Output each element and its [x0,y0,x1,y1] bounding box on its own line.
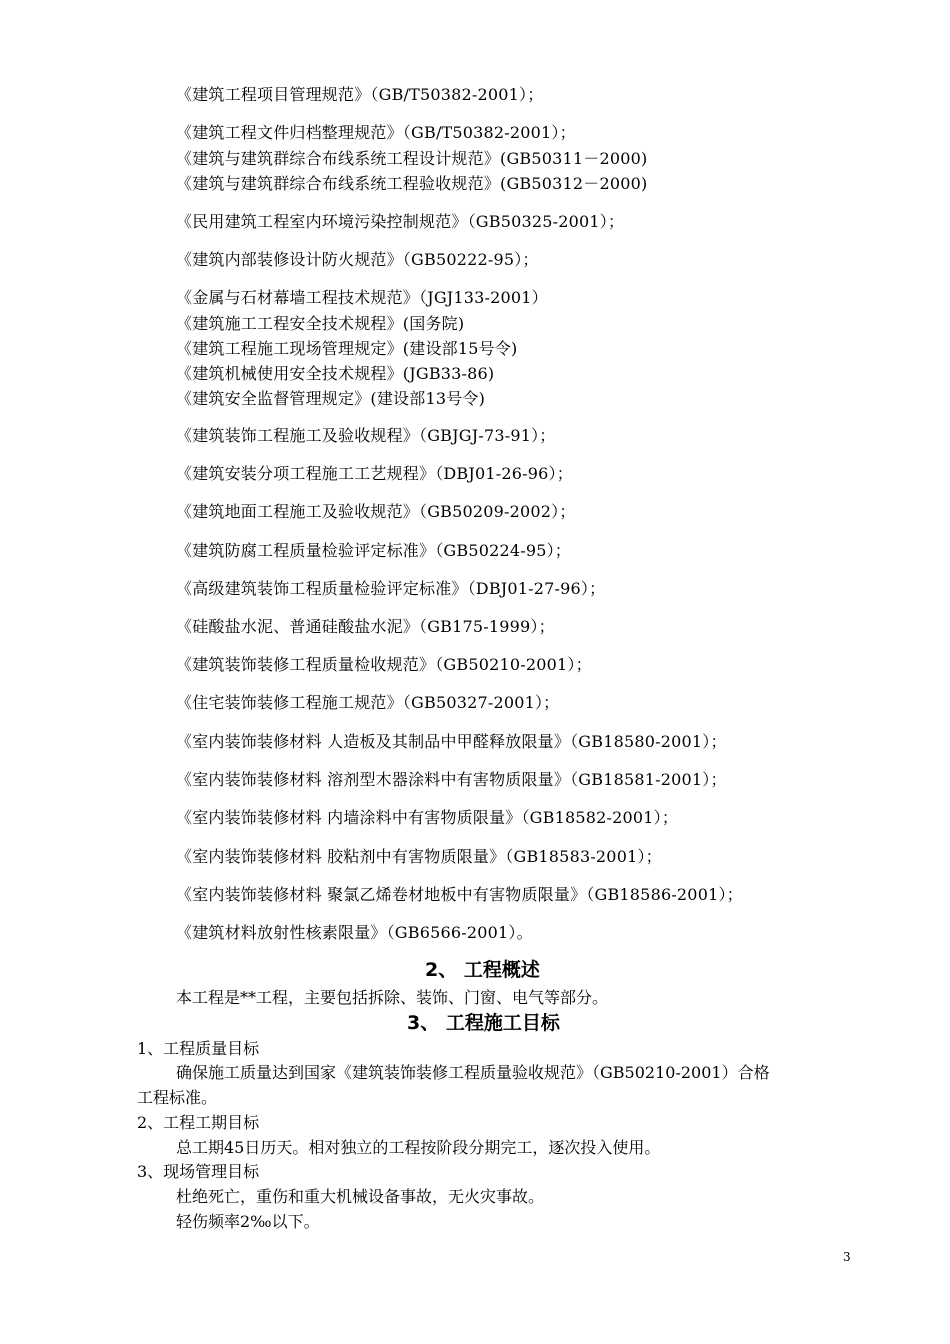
reference-item: 《建筑装饰工程施工及验收规程》（GBJGJ-73-91）； [176,426,556,445]
goal-label-quality: 1、工程质量目标 [137,1039,260,1058]
reference-item: 《建筑工程项目管理规范》（GB/T50382-2001）； [176,85,544,104]
section-heading-goals: 3、 工程施工目标 [407,1012,560,1034]
reference-item: 《室内装饰装修材料 溶剂型木器涂料中有害物质限量》（GB18581-2001）； [176,770,727,789]
reference-item: 《建筑内部装修设计防火规范》（GB50222-95）； [176,250,539,269]
reference-item: 《建筑防腐工程质量检验评定标准》（GB50224-95）； [176,541,572,560]
reference-item: 《建筑安全监督管理规定》(建设部13号令) [176,389,486,408]
reference-item: 《建筑工程文件归档整理规范》（GB/T50382-2001）； [176,123,576,142]
reference-item: 《建筑施工工程安全技术规程》(国务院) [176,314,465,333]
reference-item: 《室内装饰装修材料 聚氯乙烯卷材地板中有害物质限量》（GB18586-2001）； [176,885,743,904]
reference-item: 《室内装饰装修材料 胶粘剂中有害物质限量》（GB18583-2001）； [176,847,662,866]
page-number: 3 [843,1250,851,1264]
goal-label-schedule: 2、工程工期目标 [137,1113,260,1132]
overview-paragraph: 本工程是**工程，主要包括拆除、装饰、门窗、电气等部分。 [176,988,609,1007]
reference-item: 《建筑与建筑群综合布线系统工程设计规范》(GB50311－2000) [176,149,648,168]
reference-item: 《民用建筑工程室内环境污染控制规范》（GB50325-2001）； [176,212,625,231]
reference-item: 《建筑工程施工现场管理规定》(建设部15号令) [176,339,518,358]
reference-item: 《金属与石材幕墙工程技术规范》（JGJ133-2001） [176,288,548,307]
reference-item: 《室内装饰装修材料 人造板及其制品中甲醛释放限量》（GB18580-2001）； [176,732,727,751]
goal-text-site-2: 轻伤频率2‰以下。 [176,1212,320,1231]
reference-item: 《硅酸盐水泥、普通硅酸盐水泥》（GB175-1999）； [176,617,555,636]
reference-item: 《住宅装饰装修工程施工规范》（GB50327-2001）； [176,693,560,712]
reference-item: 《建筑材料放射性核素限量》（GB6566-2001）。 [176,923,533,942]
section-heading-overview: 2、 工程概述 [425,959,540,981]
goal-text-site-1: 杜绝死亡，重伤和重大机械设备事故，无火灾事故。 [176,1187,545,1206]
goal-label-site: 3、现场管理目标 [137,1162,260,1181]
goal-text-quality: 确保施工质量达到国家《建筑装饰装修工程质量验收规范》（GB50210-2001）合格 [176,1063,770,1082]
goal-text-quality-cont: 工程标准。 [137,1088,218,1107]
reference-item: 《建筑机械使用安全技术规程》(JGB33-86) [176,364,495,383]
reference-item: 《高级建筑装饰工程质量检验评定标准》（DBJ01-27-96）； [176,579,606,598]
reference-item: 《建筑装饰装修工程质量检收规范》（GB50210-2001）； [176,655,592,674]
reference-item: 《建筑安装分项工程施工工艺规程》（DBJ01-26-96）； [176,464,573,483]
reference-item: 《室内装饰装修材料 内墙涂料中有害物质限量》（GB18582-2001）； [176,808,679,827]
reference-item: 《建筑地面工程施工及验收规范》（GB50209-2002）； [176,502,576,521]
reference-item: 《建筑与建筑群综合布线系统工程验收规范》(GB50312－2000) [176,174,648,193]
goal-text-schedule: 总工期45日历天。相对独立的工程按阶段分期完工，逐次投入使用。 [176,1138,661,1157]
